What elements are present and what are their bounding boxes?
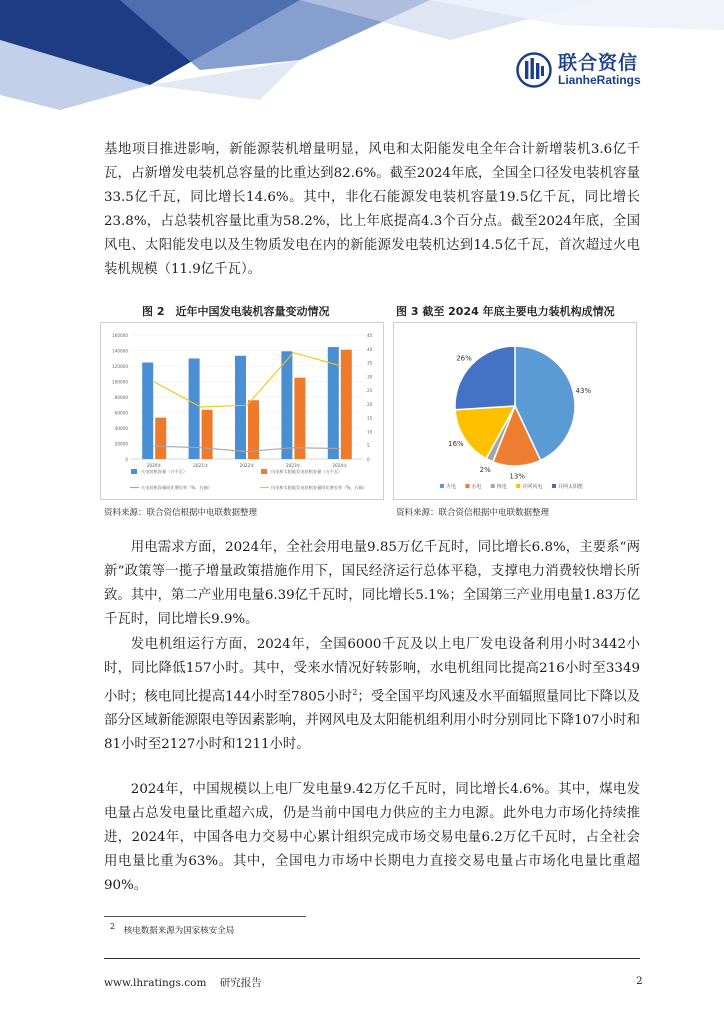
right-tick-label: 45 bbox=[367, 333, 373, 338]
right-tick-label: 0 bbox=[367, 457, 370, 462]
right-tick-label: 35 bbox=[367, 360, 373, 366]
footnote-divider bbox=[104, 916, 306, 917]
pie-data-label: 26% bbox=[456, 354, 472, 363]
left-tick-label: 80000 bbox=[114, 395, 128, 400]
figure3-title: 图 3 截至 2024 年底主要电力装机构成情况 bbox=[396, 305, 615, 318]
x-tick-label: 2021年 bbox=[193, 463, 209, 468]
legend-swatch bbox=[491, 484, 495, 488]
legend-swatch bbox=[516, 484, 520, 488]
left-tick-label: 100000 bbox=[112, 379, 128, 385]
legend-swatch bbox=[465, 484, 469, 488]
footnote-mark: 2 bbox=[110, 922, 116, 931]
left-tick-label: 120000 bbox=[112, 364, 128, 369]
bar-thermal bbox=[235, 356, 246, 459]
footnote-text: 核电数据来源为国家核安全局 bbox=[123, 925, 235, 936]
right-tick-label: 5 bbox=[367, 443, 370, 449]
capacity-combo-chart bbox=[101, 323, 383, 499]
brand-logo bbox=[516, 52, 641, 88]
left-tick-label: 0 bbox=[125, 457, 128, 462]
bar-wind-solar bbox=[202, 410, 213, 459]
legend-swatch bbox=[131, 469, 137, 474]
paragraph-generation: 2024年，中国规模以上电厂发电量9.42万亿千瓦时，同比增长4.6%。其中，煤电发电量占总发电量比重超六成，仍是当前中国电力供应的主力电源。此外电力市场化持续推进，2024年，中国各电力交易中心累计组织完成市场交易电量6.2万亿千瓦时，占全社会用电量比重为63%。其中，全国电力市场中长期电力直接交易电量占市场化电量比重超90%。 bbox=[104, 782, 640, 893]
right-tick-label: 25 bbox=[367, 388, 373, 394]
legend-label: 火电装机容量同比增长率（%，右轴） bbox=[141, 485, 212, 490]
brand-name-cn: 联合资信 bbox=[558, 52, 639, 74]
left-tick-label: 60000 bbox=[114, 410, 128, 416]
legend-label: 火电 bbox=[446, 484, 457, 490]
capacity-pie-chart bbox=[394, 323, 636, 499]
pie-data-label: 13% bbox=[509, 472, 525, 481]
bar-thermal bbox=[281, 351, 292, 459]
legend-swatch bbox=[261, 469, 267, 474]
utilization-text-a: 发电机组运行方面，2024年，全国6000千瓦及以上电厂发电设备利用小时3442小时，同比降低157小时。其中，受来水情况好转影响，水电机组同比提高216小时至3349小时；核电同比提高144小时至7805小时 bbox=[104, 637, 640, 705]
legend-label: 火电装机容量（万千瓦） bbox=[141, 469, 188, 474]
brand-mark-icon bbox=[516, 52, 552, 88]
left-tick-label: 20000 bbox=[114, 441, 128, 447]
paragraph-utilization bbox=[104, 633, 640, 757]
legend-label: 风电和太阳能发电装机容量同比增长率（%，右轴） bbox=[271, 485, 368, 490]
paragraph-demand: 用电需求方面，2024年，全社会用电量9.85万亿千瓦时，同比增长6.8%，主要系“两新”政策等一揽子增量政策措施作用下，国民经济运行总体平稳，支撑电力消费较快增长所致。其中，第二产业用电量6.39亿千瓦时，同比增长5.1%；全国第三产业用电量1.83万亿千瓦时，同比增长9.9%。 bbox=[104, 540, 640, 627]
bar-wind-solar bbox=[341, 350, 352, 459]
footnote bbox=[110, 922, 234, 936]
footer-url[interactable]: www.lhratings.com bbox=[104, 977, 207, 989]
figure2-title: 图 2 近年中国发电装机容量变动情况 bbox=[142, 305, 330, 318]
utilization-text-b: ；受全国平均风速及水平面辐照量同比下降以及部分区域新能源限电等因素影响，并网风电及太阳能机组利用小时分别同比下降107小时和81小时至2127小时和1211小时。 bbox=[104, 689, 641, 753]
right-tick-label: 15 bbox=[367, 415, 373, 421]
right-tick-label: 20 bbox=[367, 401, 373, 407]
legend-label: 核电 bbox=[496, 484, 507, 490]
legend-swatch bbox=[440, 484, 444, 488]
legend-label: 水电 bbox=[471, 484, 482, 490]
footer-divider bbox=[104, 958, 640, 959]
line-wind-solar-growth bbox=[154, 353, 340, 407]
pie-data-label: 43% bbox=[575, 387, 592, 396]
bar-wind-solar bbox=[294, 378, 305, 459]
right-tick-label: 10 bbox=[367, 429, 373, 435]
left-tick-label: 140000 bbox=[112, 348, 128, 354]
left-tick-label: 160000 bbox=[112, 333, 128, 338]
legend-label: 并网风电 bbox=[522, 484, 543, 490]
figure2-chart bbox=[100, 322, 384, 500]
right-tick-label: 30 bbox=[367, 374, 373, 380]
legend-label: 并网太阳能 bbox=[558, 484, 584, 490]
footer-left bbox=[104, 975, 262, 990]
x-tick-label: 2022年 bbox=[239, 463, 255, 468]
pie-data-label: 2% bbox=[479, 465, 491, 474]
left-tick-label: 40000 bbox=[114, 426, 128, 431]
footer-label: 研究报告 bbox=[219, 977, 262, 989]
figure3-chart bbox=[393, 322, 637, 500]
brand-name-en: LianheRatings bbox=[558, 73, 641, 87]
figure2-source: 资料来源：联合资信根据中电联数据整理 bbox=[104, 508, 258, 518]
legend-swatch bbox=[552, 484, 556, 488]
x-tick-label: 2020年 bbox=[146, 463, 162, 468]
legend-label: 风电和太阳能发电装机容量（万千瓦） bbox=[271, 469, 343, 474]
pie-data-label: 16% bbox=[448, 440, 464, 449]
figure3-source: 资料来源：联合资信根据中电联数据整理 bbox=[396, 508, 550, 518]
x-tick-label: 2024年 bbox=[332, 463, 348, 468]
bar-wind-solar bbox=[155, 418, 166, 459]
bar-thermal bbox=[189, 358, 200, 459]
right-tick-label: 40 bbox=[367, 346, 373, 352]
footnote-ref: 2 bbox=[352, 688, 358, 697]
line-thermal-growth bbox=[154, 446, 340, 452]
page-number: 2 bbox=[636, 975, 643, 987]
x-tick-label: 2023年 bbox=[285, 463, 301, 468]
bar-thermal bbox=[142, 363, 153, 459]
paragraph-capacity: 基地项目推进影响，新能源装机增量明显，风电和太阳能发电全年合计新增装机3.6亿千瓦，占新增发电装机总容量的比重达到82.6%。截至2024年底，全国全口径发电装机容量33.5亿千瓦，同比增长14.6%。其中，非化石能源发电装机容量19.5亿千瓦，同比增长23.8%，占总装机容量比重为58.2%，比上年底提高4.3个百分点。截至2024年底，全国风电、太阳能发电以及生物质发电在内的新能源发电装机达到14.5亿千瓦，首次超过火电装机规模（11.9亿千瓦）。 bbox=[104, 142, 640, 277]
